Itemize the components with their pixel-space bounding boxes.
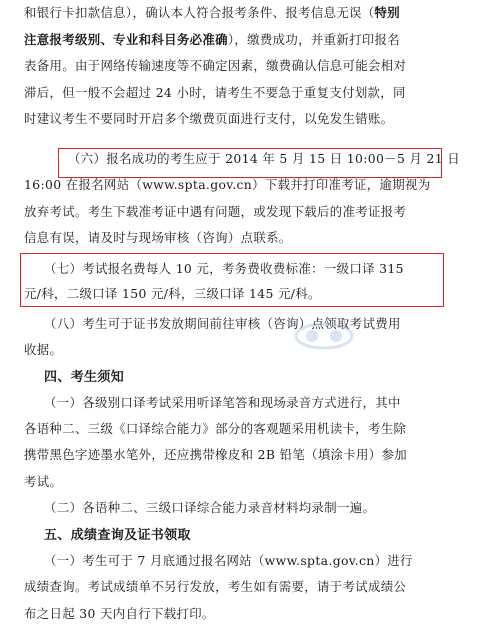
text-line	[24, 418, 470, 440]
text-line	[44, 524, 470, 546]
text-line	[24, 108, 470, 130]
text-line	[24, 55, 470, 77]
text-line	[24, 444, 470, 466]
text-line	[24, 576, 470, 598]
bold-text-run: 注意报考级别、专业和科目务必准确	[24, 32, 228, 47]
text-line	[24, 201, 470, 223]
text-line	[44, 497, 470, 519]
text-line	[24, 471, 470, 493]
text-run: 携带黑色字迹墨水笔外，还应携带橡皮和 2B 铅笔（填涂卡用）参加	[24, 447, 408, 462]
text-line	[24, 339, 470, 361]
text-run: （八）考生可于证书发放期间前往审核（咨询）点领取考试费用	[44, 316, 401, 331]
text-line	[24, 603, 470, 625]
text-run: ），缴费成功，并重新打印报名	[227, 32, 401, 47]
text-line	[24, 29, 470, 51]
text-line	[44, 392, 470, 414]
text-run: 放弃考试。考生下载准考证中遇有问题，或发现下载后的准考证报考	[24, 204, 407, 219]
text-run: 考试。	[24, 474, 63, 489]
text-run: （六）报名成功的考生应于 2014 年 5 月 15 日 10:00－5 月 21 日	[68, 151, 461, 166]
text-line	[24, 227, 470, 249]
text-run: 布之日起 30 天内自行下载打印。	[24, 606, 215, 621]
text-run: 信息有误，请及时与现场审核（咨询）点联系。	[24, 230, 292, 245]
text-line	[24, 2, 470, 24]
text-run: 成绩查询。考试成绩单不另行发放，考生如有需要，请于考试成绩公	[24, 579, 407, 594]
text-run: 元/科，二级口译 150 元/科，三级口译 145 元/科。	[24, 286, 321, 301]
text-run: （一）考生可于 7 月底通过报名网站（www.spta.gov.cn）进行	[44, 553, 413, 568]
text-run: （七）考试报名费每人 10 元，考务费收费标准：一级口译 315	[44, 261, 404, 276]
text-run: 收据。	[24, 342, 63, 357]
text-run: 滞后，但一般不会超过 24 小时，请考生不要急于重复支付划款，同	[24, 85, 406, 100]
bold-text-run: 四、考生须知	[44, 370, 125, 385]
text-run: （一）各级别口译考试采用听译笔答和现场录音方式进行，其中	[44, 395, 401, 410]
text-line	[24, 82, 470, 104]
text-line	[44, 366, 470, 388]
text-line	[44, 313, 470, 335]
bold-text-run: 特别	[374, 5, 401, 20]
text-run: 时建议考生不要同时开启多个缴费页面进行支付，以免发生错账。	[24, 111, 394, 126]
highlight-box-exam-fees	[20, 253, 444, 307]
text-run: 和银行卡扣款信息），确认本人符合报考条件、报考信息无误（	[24, 5, 375, 20]
bold-text-run: 五、成绩查询及证书领取	[44, 528, 191, 543]
highlight-box-admission-ticket	[58, 148, 442, 178]
watermark-logo	[292, 318, 356, 352]
text-run: （二）各语种二、三级口译综合能力录音材料均录制一遍。	[44, 500, 376, 515]
text-run: 表备用。由于网络传输速度等不确定因素，缴费确认信息可能会相对	[24, 58, 407, 73]
text-run: 16:00 在报名网站（www.spta.gov.cn）下载并打印准考证，逾期视为	[24, 177, 431, 192]
text-line	[44, 550, 470, 572]
text-run: 各语种二、三级《口译综合能力》部分的客观题采用机读卡，考生除	[24, 421, 407, 436]
